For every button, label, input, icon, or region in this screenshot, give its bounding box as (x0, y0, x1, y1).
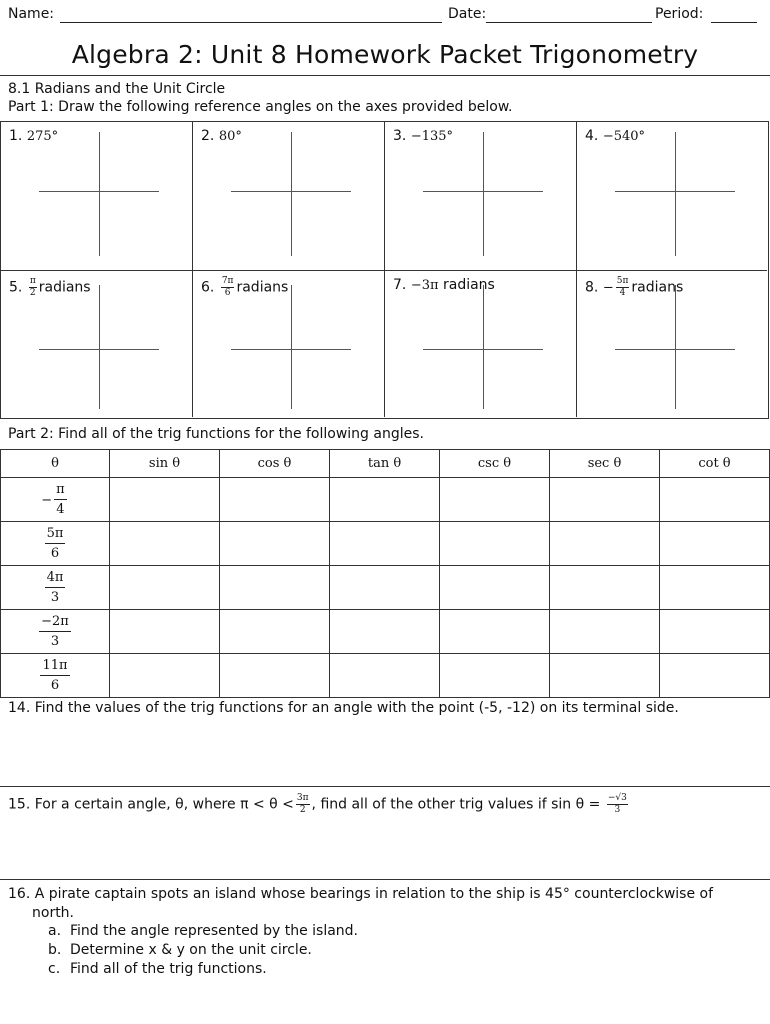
column-header: θ (1, 450, 110, 478)
title-divider (0, 75, 770, 76)
trig-table (0, 449, 770, 698)
list-item: a. Find the angle represented by the island. (48, 923, 358, 939)
angle-label-3: 3. −135° (393, 128, 454, 144)
y-axis (675, 132, 676, 256)
y-axis (291, 285, 292, 409)
list-item: b. Determine x & y on the unit circle. (48, 942, 312, 958)
x-axis (231, 349, 351, 350)
answer-cell[interactable] (110, 566, 220, 610)
x-axis (615, 349, 735, 350)
answer-cell[interactable] (220, 610, 330, 654)
answer-cell[interactable] (550, 478, 660, 522)
question-divider (0, 879, 770, 880)
question-14: 14. Find the values of the trig functions for an angle with the point (-5, -12) on its terminal side. (8, 700, 679, 716)
angle-label-8: 8. − $\frac{5\pi}{4}$ radians (585, 276, 684, 298)
answer-cell[interactable] (220, 654, 330, 698)
x-axis (615, 191, 735, 192)
period-field[interactable] (711, 22, 757, 23)
y-axis (99, 285, 100, 409)
angle-cell-4[interactable] (577, 122, 767, 271)
answer-cell[interactable] (110, 654, 220, 698)
angle-cell-8[interactable] (577, 271, 767, 417)
y-axis (483, 285, 484, 409)
angle-value-cell: $\frac{-2\pi}{3}$ (1, 610, 110, 654)
section-heading: 8.1 Radians and the Unit Circle (8, 81, 226, 97)
answer-cell[interactable] (110, 522, 220, 566)
answer-cell[interactable] (110, 478, 220, 522)
angle-label-4: 4. −540° (585, 128, 646, 144)
x-axis (423, 191, 543, 192)
angle-value-cell: $\frac{4\pi}{3}$ (1, 566, 110, 610)
column-header: sin θ (110, 450, 220, 478)
answer-cell[interactable] (440, 566, 550, 610)
answer-cell[interactable] (550, 522, 660, 566)
date-field[interactable] (486, 22, 652, 23)
date-label: Date: (448, 6, 487, 22)
question-divider (0, 786, 770, 787)
y-axis (291, 132, 292, 256)
answer-cell[interactable] (330, 478, 440, 522)
question-16-continued: north. (32, 905, 75, 921)
answer-cell[interactable] (660, 654, 770, 698)
x-axis (423, 349, 543, 350)
list-item: c. Find all of the trig functions. (48, 961, 267, 977)
angle-cell-2[interactable] (193, 122, 385, 271)
column-header: cos θ (220, 450, 330, 478)
answer-cell[interactable] (330, 522, 440, 566)
name-field[interactable] (60, 22, 442, 23)
answer-cell[interactable] (660, 610, 770, 654)
angle-value-cell: $\frac{5\pi}{6}$ (1, 522, 110, 566)
answer-cell[interactable] (330, 610, 440, 654)
column-header: tan θ (330, 450, 440, 478)
angle-cell-3[interactable] (385, 122, 577, 271)
reference-angle-grid (0, 121, 769, 419)
answer-cell[interactable] (660, 566, 770, 610)
table-row (1, 654, 770, 698)
angle-label-5: 5. $\frac{\pi}{2}$ radians (9, 276, 91, 298)
answer-cell[interactable] (550, 610, 660, 654)
table-row (1, 522, 770, 566)
answer-cell[interactable] (440, 610, 550, 654)
angle-label-2: 2. 80° (201, 128, 242, 144)
period-label: Period: (655, 6, 704, 22)
column-header: cot θ (660, 450, 770, 478)
column-header: sec θ (550, 450, 660, 478)
answer-cell[interactable] (440, 478, 550, 522)
answer-cell[interactable] (440, 654, 550, 698)
angle-value-cell: $\frac{11\pi}{6}$ (1, 654, 110, 698)
table-row (1, 610, 770, 654)
angle-cell-6[interactable] (193, 271, 385, 417)
angle-value-cell: − $\frac{\pi}{4}$ (1, 478, 110, 522)
answer-cell[interactable] (660, 522, 770, 566)
answer-cell[interactable] (330, 566, 440, 610)
question-16: 16. A pirate captain spots an island whose bearings in relation to the ship is 45° counterclockwise of (8, 886, 714, 902)
question-15: 15. For a certain angle, θ, where π < θ < $\frac{3\pi}{2}$ , find all of the other trig values if sin θ = $\frac{-√3}{3}$ (8, 793, 627, 815)
answer-cell[interactable] (660, 478, 770, 522)
y-axis (483, 132, 484, 256)
answer-cell[interactable] (110, 610, 220, 654)
angle-label-1: 1. 275° (9, 128, 59, 144)
x-axis (39, 191, 159, 192)
angle-cell-1[interactable] (1, 122, 193, 271)
part1-instructions: Part 1: Draw the following reference angles on the axes provided below. (8, 99, 513, 115)
answer-cell[interactable] (440, 522, 550, 566)
angle-cell-7[interactable] (385, 271, 577, 417)
answer-cell[interactable] (220, 478, 330, 522)
answer-cell[interactable] (550, 566, 660, 610)
angle-label-6: 6. $\frac{7\pi}{6}$ radians (201, 276, 289, 298)
part2-instructions: Part 2: Find all of the trig functions for the following angles. (8, 426, 424, 442)
column-header: csc θ (440, 450, 550, 478)
x-axis (39, 349, 159, 350)
answer-cell[interactable] (220, 566, 330, 610)
angle-label-7: 7. −3π radians (393, 277, 495, 293)
table-row (1, 566, 770, 610)
answer-cell[interactable] (220, 522, 330, 566)
name-label: Name: (8, 6, 55, 22)
question-16-subparts (48, 922, 358, 979)
table-row (1, 478, 770, 522)
y-axis (99, 132, 100, 256)
answer-cell[interactable] (550, 654, 660, 698)
x-axis (231, 191, 351, 192)
angle-cell-5[interactable] (1, 271, 193, 417)
answer-cell[interactable] (330, 654, 440, 698)
page-title: Algebra 2: Unit 8 Homework Packet Trigonometry (71, 40, 699, 69)
table-header-row (1, 450, 770, 478)
y-axis (675, 285, 676, 409)
